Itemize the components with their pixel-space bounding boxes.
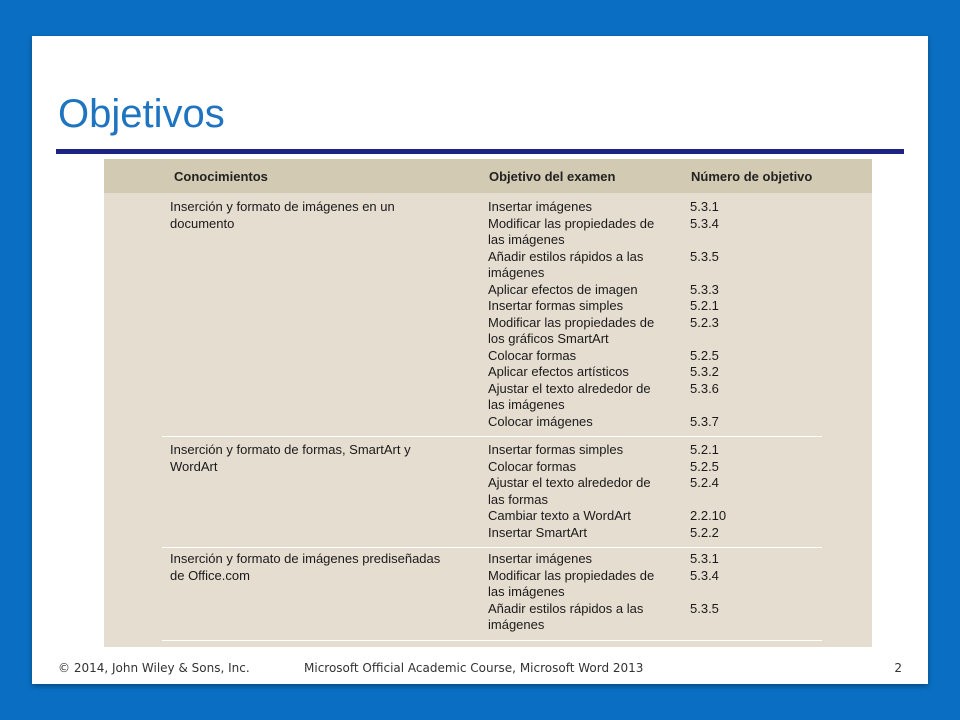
objectives-table — [104, 159, 872, 647]
slide-title: Objetivos — [58, 92, 225, 136]
row-separator — [162, 640, 822, 641]
exam-objective-cell-line: Modificar las propiedades de — [488, 314, 655, 330]
exam-objective-cell-line: Cambiar texto a WordArt — [488, 508, 631, 523]
objective-number-cell — [690, 199, 810, 430]
objective-number-cell-line: 5.2.2 — [690, 524, 719, 540]
knowledge-cell — [170, 199, 425, 232]
header-objective-number: Número de objetivo — [691, 169, 813, 184]
title-divider — [56, 149, 904, 154]
slide — [32, 36, 928, 684]
objective-number-cell-line: 5.2.4 — [690, 475, 719, 490]
objective-number-cell-line: 5.3.1 — [690, 551, 719, 566]
page-number: 2 — [894, 661, 902, 675]
objective-number-cell-line: 5.3.1 — [690, 199, 719, 214]
exam-objective-cell-line: las imágenes — [488, 397, 565, 412]
exam-objective-cell-line: Ajustar el texto alrededor de — [488, 475, 651, 490]
exam-objective-cell-line: Añadir estilos rápidos a las — [488, 600, 644, 616]
exam-objective-cell-line: Insertar SmartArt — [488, 524, 587, 540]
footer-copyright: © 2014, John Wiley & Sons, Inc. — [58, 661, 250, 675]
objective-number-cell — [690, 551, 810, 634]
objective-number-cell-line: 5.2.3 — [690, 314, 719, 330]
knowledge-cell-line: Inserción y formato de imágenes en un — [170, 199, 395, 214]
exam-objective-cell-line: Aplicar efectos artísticos — [488, 364, 629, 379]
exam-objective-cell — [488, 199, 688, 430]
objective-number-cell-line — [690, 617, 810, 634]
objective-number-cell-line — [690, 331, 810, 348]
row-separator — [162, 547, 822, 548]
footer-course: Microsoft Official Academic Course, Microsoft Word 2013 — [304, 661, 644, 675]
objective-number-cell-line: 5.3.5 — [690, 248, 719, 264]
objective-number-cell-line — [690, 232, 810, 249]
exam-objective-cell-line: las imágenes — [488, 232, 565, 247]
knowledge-cell-line: documento — [170, 215, 235, 231]
knowledge-cell-line: Inserción y formato de formas, SmartArt y — [170, 442, 411, 457]
knowledge-cell-line: de Office.com — [170, 567, 250, 583]
exam-objective-cell-line: Colocar imágenes — [488, 413, 593, 429]
exam-objective-cell — [488, 551, 688, 634]
knowledge-cell-line: Inserción y formato de imágenes prediseñadas — [170, 551, 441, 566]
exam-objective-cell-line: Insertar formas simples — [488, 298, 624, 313]
objective-number-cell-line: 5.3.3 — [690, 281, 719, 297]
exam-objective-cell-line: imágenes — [488, 265, 545, 280]
objective-number-cell-line — [690, 265, 810, 282]
exam-objective-cell-line: Insertar imágenes — [488, 551, 593, 566]
objective-number-cell-line: 5.3.6 — [690, 380, 719, 396]
exam-objective-cell-line: Añadir estilos rápidos a las — [488, 248, 644, 264]
exam-objective-cell-line: los gráficos SmartArt — [488, 331, 609, 346]
objective-number-cell-line: 5.3.5 — [690, 600, 719, 616]
exam-objective-cell-line: las formas — [488, 491, 548, 507]
exam-objective-cell-line: Colocar formas — [488, 347, 577, 363]
exam-objective-cell-line: imágenes — [488, 617, 545, 632]
objective-number-cell-line: 5.2.1 — [690, 298, 719, 313]
knowledge-cell — [170, 551, 441, 584]
objective-number-cell-line — [690, 397, 810, 414]
exam-objective-cell-line: Modificar las propiedades de — [488, 215, 655, 231]
exam-objective-cell-line: Ajustar el texto alrededor de — [488, 380, 651, 396]
table-header — [104, 159, 872, 193]
objective-number-cell-line: 5.3.7 — [690, 413, 719, 429]
exam-objective-cell-line: Insertar formas simples — [488, 442, 624, 457]
knowledge-cell — [170, 442, 425, 475]
objective-number-cell-line: 5.3.4 — [690, 567, 719, 583]
objective-number-cell-line: 5.2.5 — [690, 347, 719, 363]
objective-number-cell-line — [690, 492, 810, 509]
header-knowledge: Conocimientos — [174, 169, 268, 184]
row-separator — [162, 436, 822, 437]
knowledge-cell-line: WordArt — [170, 458, 218, 474]
objective-number-cell-line: 5.3.4 — [690, 215, 719, 231]
objective-number-cell — [690, 442, 810, 541]
exam-objective-cell-line: Insertar imágenes — [488, 199, 593, 214]
exam-objective-cell-line: Aplicar efectos de imagen — [488, 281, 638, 297]
exam-objective-cell-line: Colocar formas — [488, 458, 577, 474]
objective-number-cell-line: 5.2.1 — [690, 442, 719, 457]
exam-objective-cell-line: las imágenes — [488, 584, 565, 599]
exam-objective-cell — [488, 442, 688, 541]
objective-number-cell-line: 2.2.10 — [690, 508, 727, 523]
header-exam-objective: Objetivo del examen — [489, 169, 616, 184]
exam-objective-cell-line: Modificar las propiedades de — [488, 567, 655, 583]
objective-number-cell-line: 5.2.5 — [690, 458, 719, 474]
objective-number-cell-line: 5.3.2 — [690, 364, 719, 379]
objective-number-cell-line — [690, 584, 810, 601]
